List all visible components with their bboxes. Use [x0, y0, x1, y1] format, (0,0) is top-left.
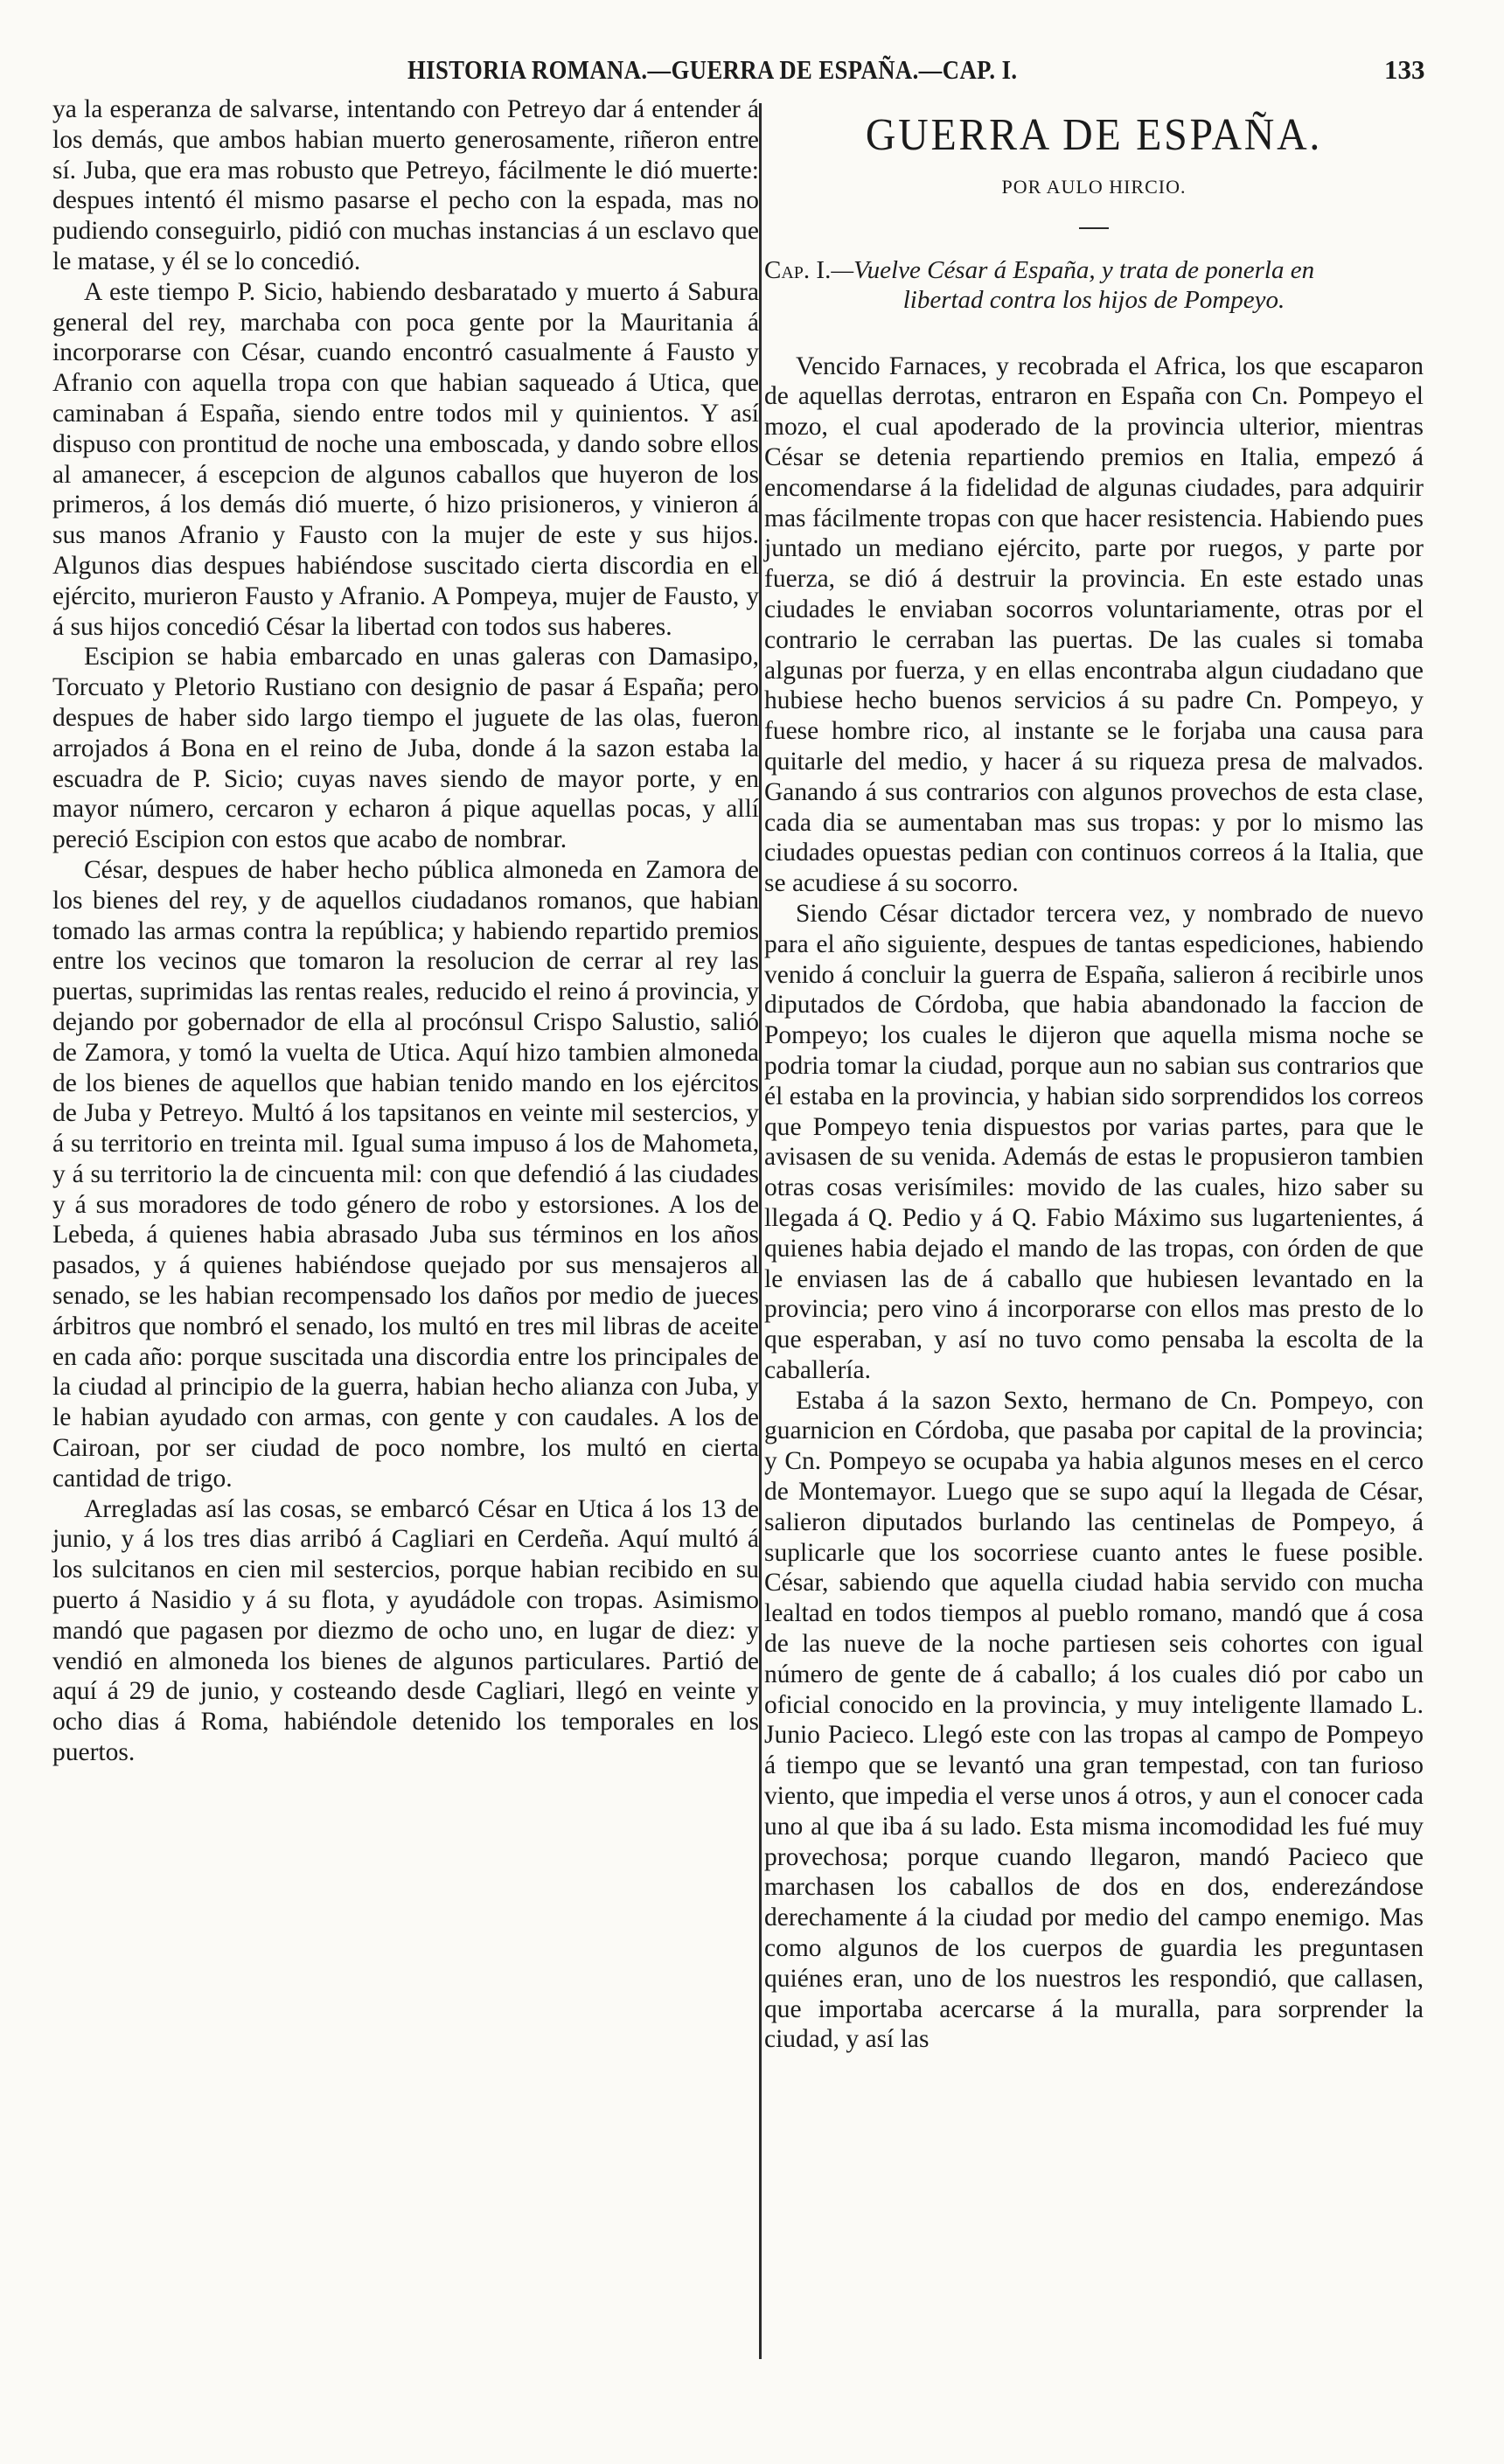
chapter-heading	[764, 255, 1424, 315]
running-header	[0, 54, 1504, 98]
paragraph: Vencido Farnaces, y recobrada el Africa, los que escaparon de aquellas derrotas, entraron en España con Cn. Pompeyo el mozo, el cual apoderado de la provincia ulterior, mientras César se detenia repartiendo premios en Italia, empezó á encomendarse á la fidelidad de algunas ciudades, para adquirir mas fácilmente tropas con que hacer resistencia. Habiendo pues juntado un mediano ejército, parte por ruegos, y parte por fuerza, se dió á destruir la provincia. En este estado unas ciudades le enviaban socorros voluntariamente, otras por el contrario le cerraban las puertas. De las cuales si tomaba algunas por fuerza, y en ellas encontraba algun ciudadano que hubiese hecho buenos servicios á su padre Cn. Pompeyo, y fuese hombre rico, al instante se le forjaba una causa para quitarle del medio, y hacer á su riqueza presa de malvados. Ganando á sus contrarios con algunos provechos de esta clase, cada dia se aumentaban mas sus tropas: y por lo mismo las ciudades opuestas pedian con continuos correos á la Italia, que se acudiese á su socorro.	[764, 352, 1424, 898]
paragraph: Estaba á la sazon Sexto, hermano de Cn. Pompeyo, con guarnicion en Córdoba, que pasaba por capital de la provincia; y Cn. Pompeyo se ocupaba ya habia algunos meses en el cerco de Montemayor. Luego que se supo aquí la llegada de César, salieron diputados burlando las centinelas de Pompeyo, á suplicarle que los socorriese cuanto antes le fuese posible. César, sabiendo que aquella ciudad habia servido con mucha lealtad en todos tiempos al pueblo romano, mandó que á cosa de las nueve de la noche partiesen seis cohortes con igual número de gente de á caballo; á los cuales dió por cabo un oficial conocido en la provincia, y muy inteligente llamado L. Junio Pacieco. Llegó este con las tropas al campo de Pompeyo á tiempo que se levantó una gran tempestad, con tan furioso viento, que impedia el verse unos á otros, y aun el conocer cada uno al que iba á su lado. Esta misma incomodidad les fué muy provechosa; porque cuando llegaron, mandó Pacieco que marchasen los caballos de dos en dos, enderezándose derechamente á la ciudad por medio del campo enemigo. Mas como algunos de los cuerpos de guardia les preguntasen quiénes eran, uno de los nuestros les respondió, que callasen, que importaba acercarse á la muralla, para sorprender la ciudad, y así las	[764, 1386, 1424, 2054]
chapter-label: Cap. I.	[764, 255, 832, 284]
paragraph: ya la esperanza de salvarse, intentando con Petreyo dar á entender á los demás, que ambos habian muerto generosamente, riñeron entre sí. Juba, que era mas robusto que Petreyo, fácilmente le dió muerte: despues intentó él mismo pasarse el pecho con la espada, mas no pudiendo conseguirlo, pidió con muchas instancias á un esclavo que le matase, y él se lo concedió.	[52, 95, 759, 275]
title-rule	[1079, 227, 1109, 229]
running-title: HISTORIA ROMANA.—GUERRA DE ESPAÑA.—CAP. I.	[407, 54, 1018, 85]
paragraph: A este tiempo P. Sicio, habiendo desbaratado y muerto á Sabura general del rey, marchaba con poca gente por la Mauritania á incorporarse con César, cuando encontró casualmente á Fausto y Afranio con aquella tropa con que habian saqueado á Utica, que caminaban á España, siendo entre todos mil y quinientos. Y así dispuso con prontitud de noche una emboscada, y dando sobre ellos al amanecer, á escepcion de algunos caballos que huyeron de los primeros, á los demás dió muerte, ó hizo prisioneros, y vinieron á sus manos Afranio y Fausto con la mujer de este y sus hijos. Algunos dias despues habiéndose suscitado cierta discordia en el ejército, murieron Fausto y Afranio. A Pompeya, mujer de Fausto, y á sus hijos concedió César la libertad con todos sus haberes.	[52, 277, 759, 641]
chapter-summary: —Vuelve César á España, y trata de ponerla en	[831, 255, 1315, 284]
paragraph: César, despues de haber hecho pública almoneda en Zamora de los bienes del rey, y de aquellos ciudadanos romanos, que habian tomado las armas contra la república; y habiendo repartido premios entre los vecinos que tomaron la resolucion de cerrar al rey las puertas, suprimidas las rentas reales, reducido el reino á provincia, y dejando por gobernador de ella al procónsul Crispo Salustio, salió de Zamora, y tomó la vuelta de Utica. Aquí hizo tambien almoneda de los bienes de aquellos que habian tenido mando en los ejércitos de Juba y Petreyo. Multó á los tapsitanos en veinte mil sestercios, y á su territorio en treinta mil. Igual suma impuso á los de Mahometa, y á su territorio la de cincuenta mil: con que defendió á las ciudades y á sus moradores de todo género de robo y estorsiones. A los de Lebeda, á quienes habia abrasado Juba sus términos en los años pasados, y á quienes habiéndose quejado por sus mensajeros al senado, se les habian recompensado los daños por medio de jueces árbitros que nombró el senado, los multó en tres mil libras de aceite en cada año: porque suscitada una discordia entre los principales de la ciudad al principio de la guerra, habian hecho alianza con Juba, y le habian ayudado con armas, con gente y con caudales. A los de Cairoan, por ser ciudad de poco nombre, los multó en cierta cantidad de trigo.	[52, 855, 759, 1493]
left-column	[52, 94, 759, 1768]
chapter-summary-continued: libertad contra los hijos de Pompeyo.	[902, 285, 1285, 314]
right-column	[764, 94, 1424, 2055]
paragraph: Escipion se habia embarcado en unas galeras con Damasipo, Torcuato y Pletorio Rustiano con designio de pasar á España; pero despues de haber sido largo tiempo el juguete de las olas, fueron arrojados á Bona en el reino de Juba, donde á la sazon estaba la escuadra de P. Sicio; cuyas naves siendo de mayor porte, y en mayor número, cercaron y echaron á pique aquellas pocas, y allí pereció Escipion con estos que acabo de nombrar.	[52, 643, 759, 854]
article-author: POR AULO HIRCIO.	[1001, 175, 1187, 198]
paragraph: Arregladas así las cosas, se embarcó César en Utica á los 13 de junio, y á los tres dias arribó á Cagliari en Cerdeña. Aquí multó á los sulcitanos en cien mil sestercios, porque habian recibido en su puerto á Nasidio y á su flota, y ayudádole con tropas. Asimismo mandó que pagasen por diezmo de ocho uno, en lugar de diez: y vendió en almoneda los bienes de algunos particulares. Partió de aquí á 29 de junio, y costeando desde Cagliari, llegó en veinte y ocho dias á Roma, habiéndole detenido los temporales en los puertos.	[52, 1494, 759, 1767]
article-title: GUERRA DE ESPAÑA.	[865, 110, 1323, 160]
column-divider	[759, 103, 762, 2359]
page-number: 133	[1384, 54, 1425, 85]
paragraph: Siendo César dictador tercera vez, y nombrado de nuevo para el año siguiente, despues de tantas espediciones, habiendo venido á concluir la guerra de España, salieron á recibirle unos diputados de Córdoba, que habia abandonado la faccion de Pompeyo; los cuales le dijeron que aquella misma noche se podria tomar la ciudad, porque aun no sabian sus contrarios que él estaba en la provincia, y habian sido sorprendidos los correos que Pompeyo tenia dispuestos por varias partes, para que le avisasen de su venida. Además de estas le propusieron tambien otras cosas verisímiles: movido de las cuales, hizo saber su llegada á Q. Pedio y á Q. Fabio Máximo sus lugartenientes, á quienes habia dejado el mando de las tropas, con órden de que le enviasen las de á caballo que hubiesen levantado en la provincia; pero vino á incorporarse con ellos mas presto de lo que esperaban, y así no tuvo como pensaba la escolta de la caballería.	[764, 899, 1424, 1384]
